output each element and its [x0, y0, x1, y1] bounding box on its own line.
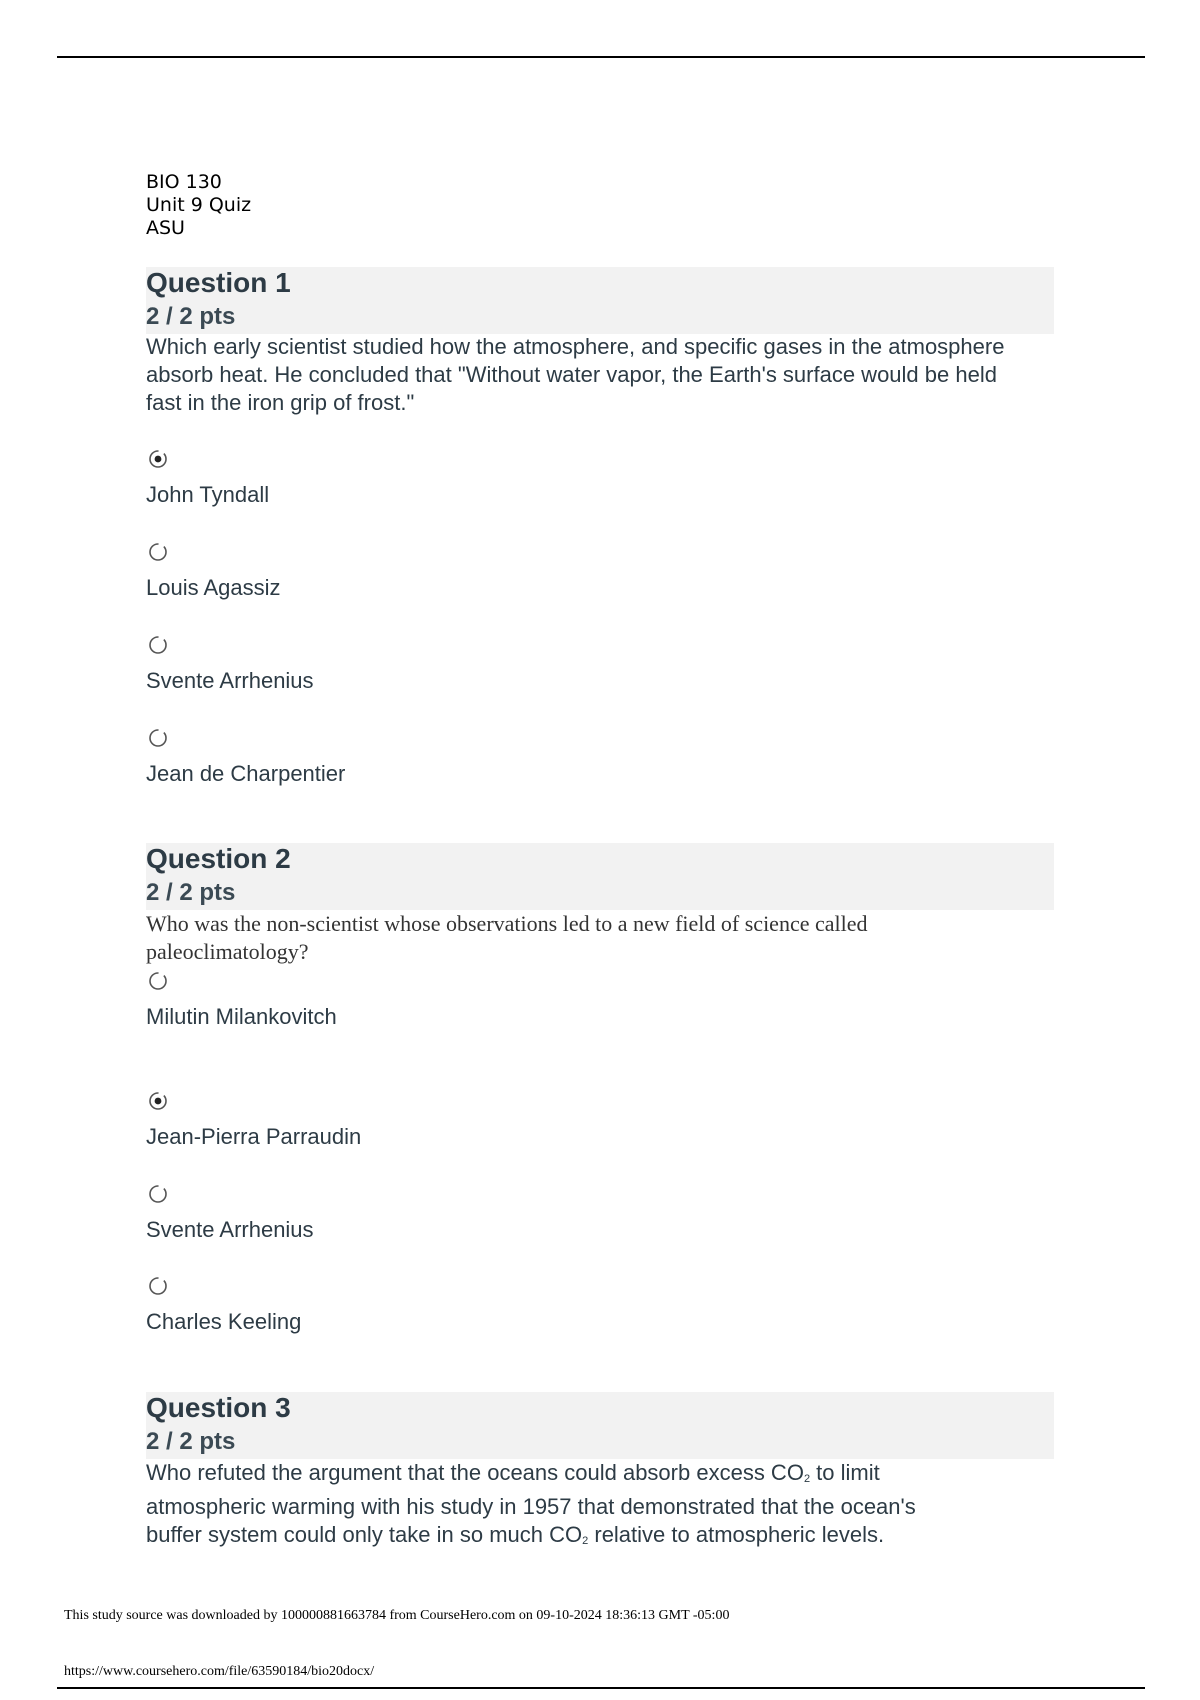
top-rule — [57, 56, 1145, 58]
radio-icon[interactable] — [148, 728, 168, 748]
radio-icon[interactable] — [148, 1276, 168, 1296]
question-3-text-line: buffer system could only take in so much $CO_2$ relative to atmospheric levels. — [146, 1522, 885, 1547]
radio-selected-icon[interactable] — [148, 1091, 168, 1111]
answer-option: Jean de Charpentier — [146, 761, 346, 786]
question-3-header — [146, 1392, 1054, 1459]
question-3-text-line: atmospheric warming with his study in 1957 that demonstrated that the ocean's — [146, 1494, 916, 1519]
question-1-points: 2 / 2 pts — [146, 303, 236, 330]
question-3-text — [146, 1459, 1026, 1555]
answer-option: Svente Arrhenius — [146, 1217, 314, 1242]
radio-selected-icon[interactable] — [148, 449, 168, 469]
quiz-name: Unit 9 Quiz — [146, 194, 252, 216]
source-url[interactable]: https://www.coursehero.com/file/63590184/bio20docx/ — [64, 1664, 375, 1679]
document-header — [146, 171, 251, 240]
question-1-header — [146, 267, 1054, 334]
question-3-title: Question 3 — [146, 1392, 291, 1423]
question-1-text: Which early scientist studied how the atmosphere, and specific gases in the atmosphere absorb heat. He concluded that "Without water vapor, the Earth's surface would be held fast in the iron grip of frost." — [146, 334, 1005, 415]
question-2-title: Question 2 — [146, 843, 291, 874]
answer-option: Svente Arrhenius — [146, 668, 314, 693]
radio-icon[interactable] — [148, 971, 168, 991]
question-1-title: Question 1 — [146, 267, 291, 298]
download-source-note: This study source was downloaded by 100000881663784 from CourseHero.com on 09-10-2024 18:36:13 GMT -05:00 — [64, 1608, 730, 1623]
question-2-header — [146, 843, 1054, 910]
course-code: BIO 130 — [146, 171, 222, 193]
question-3-points: 2 / 2 pts — [146, 1428, 236, 1455]
answer-option: Charles Keeling — [146, 1309, 302, 1334]
radio-icon[interactable] — [148, 1184, 168, 1204]
radio-icon[interactable] — [148, 542, 168, 562]
answer-option: John Tyndall — [146, 482, 270, 507]
question-2-points: 2 / 2 pts — [146, 879, 236, 906]
school-name: ASU — [146, 217, 185, 239]
radio-icon[interactable] — [148, 635, 168, 655]
answer-option: Jean-Pierra Parraudin — [146, 1124, 362, 1149]
bottom-rule — [57, 1687, 1145, 1689]
question-3-text-line: Who refuted the argument that the oceans could absorb excess $CO_2$ to limit — [146, 1460, 880, 1485]
answer-option: Milutin Milankovitch — [146, 1004, 337, 1029]
question-2-text: Who was the non-scientist whose observations led to a new field of science called paleoclimatology? — [146, 911, 868, 964]
answer-option: Louis Agassiz — [146, 575, 281, 600]
